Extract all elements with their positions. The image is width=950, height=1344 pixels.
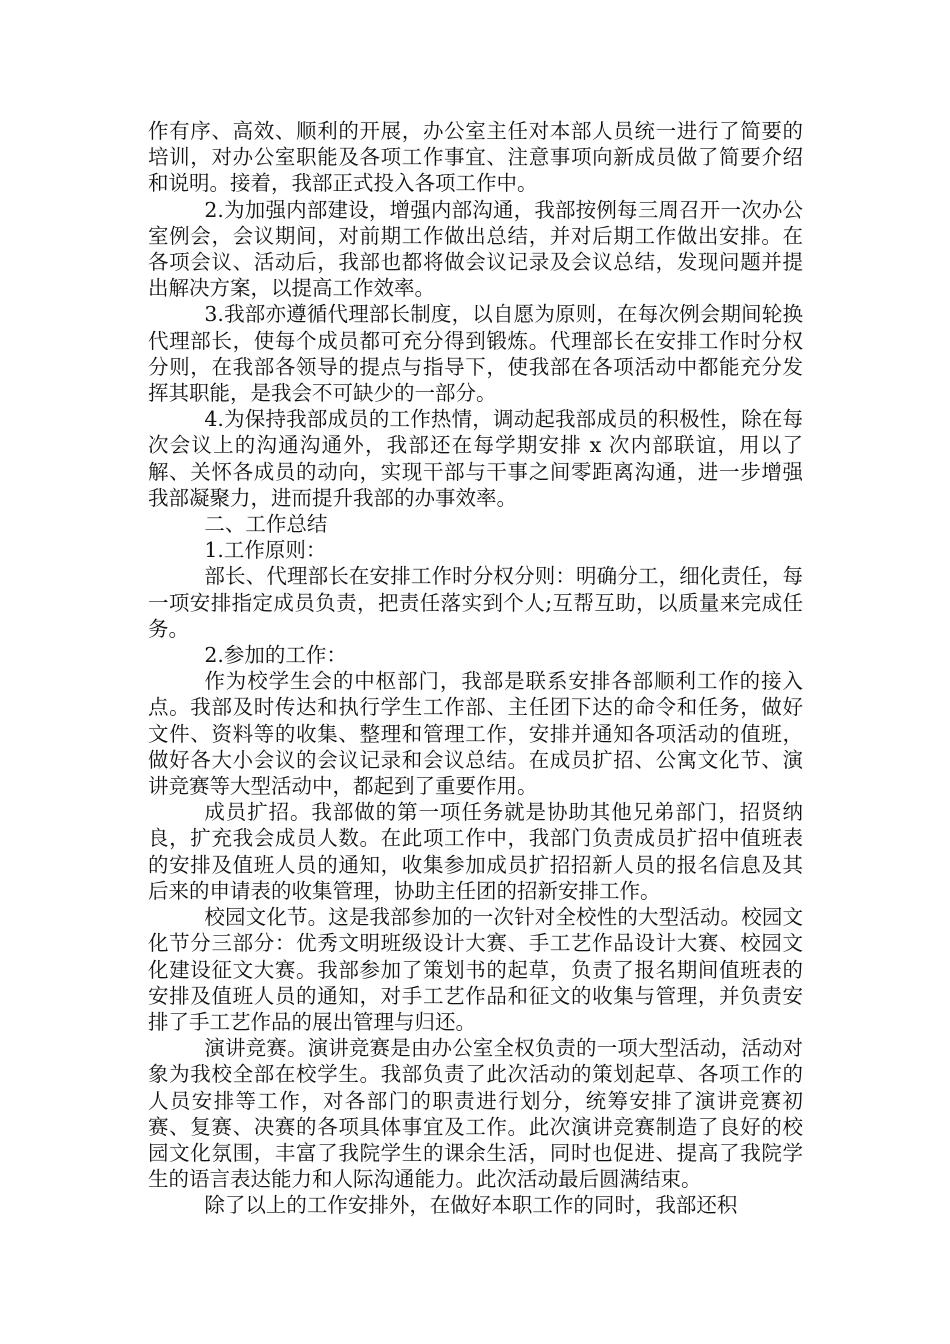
subheading-participated-work: 2.参加的工作： <box>204 643 347 668</box>
subheading-work-principles: 1.工作原则： <box>204 538 327 563</box>
paragraph-internal-meetings: 2.为加强内部建设，增强内部沟通，我部按例每三周召开一次办公室例会，会议期间，对前期工作做出总结，并对后期工作做出安排。在各项会议、活动后，我部也都将做会议记录及会议总结，发现问题并提出解决方案，以提高工作效率。 <box>148 197 803 301</box>
paragraph-campus-culture-festival: 校园文化节。这是我部参加的一次针对全校性的大型活动。校园文化节分三部分：优秀文明班级设计大赛、手工艺作品设计大赛、校园文化建设征文大赛。我部参加了策划书的起草，负责了报名期间值班表的安排及值班人员的通知，对手工艺作品和征文的收集与管理，并负责安排了手工艺作品的展出管理与归还。 <box>148 905 803 1034</box>
paragraph-member-recruitment: 成员扩招。我部做的第一项任务就是协助其他兄弟部门，招贤纳良，扩充我会成员人数。在此项工作中，我部门负责成员扩招中值班表的安排及值班人员的通知，收集参加成员扩招招新人员的报名信息及其后来的申请表的收集管理，协助主任团的招新安排工作。 <box>148 800 803 903</box>
paragraph-central-department: 作为校学生会的中枢部门，我部是联系安排各部顺利工作的接入点。我部及时传达和执行学生工作部、主任团下达的命令和任务，做好文件、资料等的收集、整理和管理工作，安排并通知各项活动的值班，做好各大小会议的会议记录和会议总结。在成员扩招、公寓文化节、演讲竞赛等大型活动中，都起到了重要作用。 <box>148 669 803 799</box>
paragraph-team-bonding: 4.为保持我部成员的工作热情，调动起我部成员的积极性，除在每次会议上的沟通沟通外，我部还在每学期安排 x 次内部联谊，用以了解、关怀各成员的动向，实现干部与干事之间零距离沟通，进一步增强我部凝聚力，进而提升我部的办事效率。 <box>148 407 803 510</box>
section-heading-work-summary: 二、工作总结 <box>204 512 328 537</box>
paragraph-speech-contest: 演讲竞赛。演讲竞赛是由办公室全权负责的一项大型活动，活动对象为我校全部在校学生。我部负责了此次活动的策划起草、各项工作的人员安排等工作，对各部门的职责进行划分，统筹安排了演讲竞赛初赛、复赛、决赛的各项具体事宜及工作。此次演讲竞赛制造了良好的校园文化氛围，丰富了我院学生的课余生活，同时也促进、提高了我院学生的语言表达能力和人际沟通能力。此次活动最后圆满结束。 <box>148 1036 803 1192</box>
paragraph-other-work: 除了以上的工作安排外，在做好本职工作的同时，我部还积 <box>204 1193 738 1218</box>
document-page <box>148 118 803 1219</box>
paragraph-work-principles: 部长、代理部长在安排工作时分权分则：明确分工，细化责任，每一项安排指定成员负责，把责任落实到个人;互帮互助，以质量来完成任务。 <box>148 564 803 641</box>
paragraph-acting-minister: 3.我部亦遵循代理部长制度，以自愿为原则，在每次例会期间轮换代理部长，使每个成员都可充分得到锻炼。代理部长在安排工作时分权分则，在我部各领导的提点与指导下，使我部在各项活动中都能充分发挥其职能，是我会不可缺少的一部分。 <box>148 302 803 406</box>
paragraph-training-intro: 作有序、高效、顺利的开展，办公室主任对本部人员统一进行了简要的培训，对办公室职能及各项工作事宜、注意事项向新成员做了简要介绍和说明。接着，我部正式投入各项工作中。 <box>148 119 803 196</box>
